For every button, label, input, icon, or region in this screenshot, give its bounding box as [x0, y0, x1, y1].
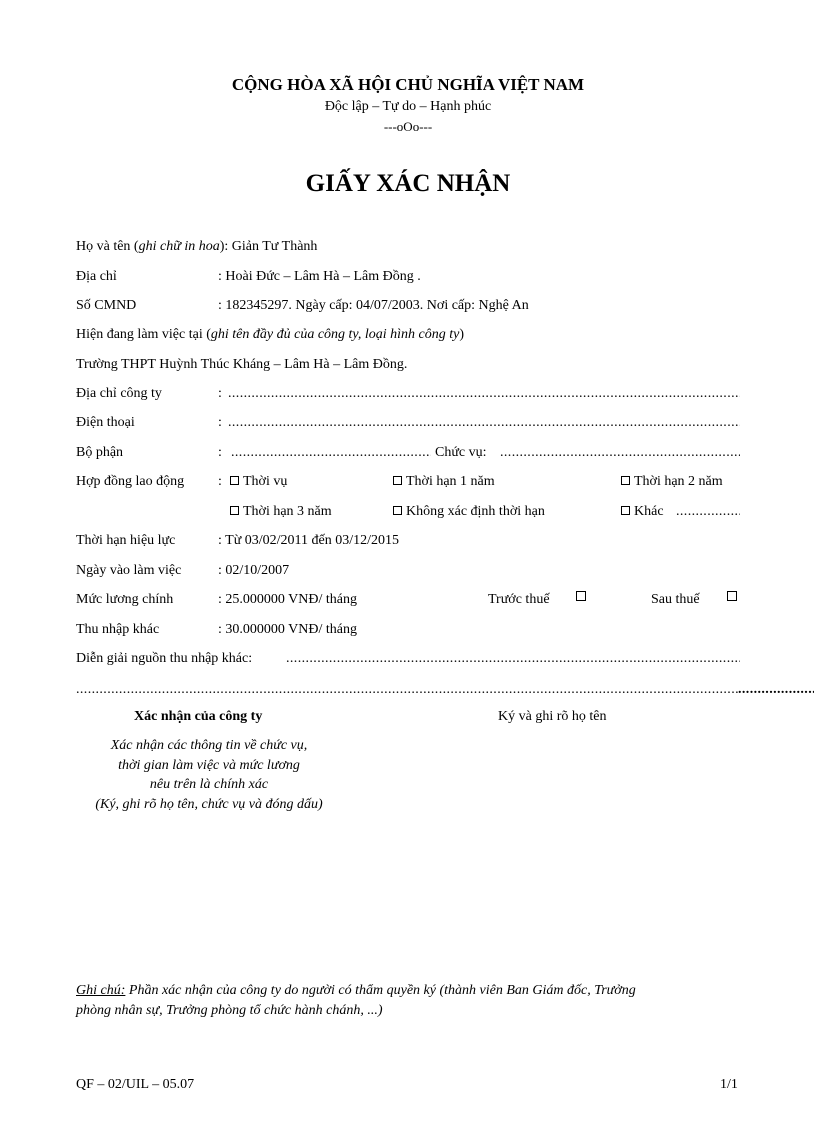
note-text-1: Phần xác nhận của công ty do người có thẩm quyền ký (thành viên Ban Giám đốc, Trưởng: [125, 983, 636, 998]
start-date-label: Ngày vào làm việc: [76, 563, 182, 578]
before-tax-checkbox-icon[interactable]: [576, 591, 586, 601]
checkbox-icon[interactable]: [230, 506, 239, 515]
workplace-label: Hiện đang làm việc tại (: [76, 327, 211, 342]
name-hint: ghi chữ in hoa: [138, 239, 220, 254]
before-tax-label: Trước thuế: [488, 592, 550, 607]
name-label-close: ):: [219, 239, 232, 254]
after-tax-label: Sau thuế: [651, 592, 700, 607]
note-label: Ghi chú:: [76, 983, 126, 998]
position-label: Chức vụ:: [435, 445, 487, 460]
after-tax-checkbox-icon[interactable]: [727, 591, 737, 601]
department-colon: :: [218, 445, 222, 460]
income-explanation-field[interactable]: [286, 650, 740, 668]
workplace-row: [76, 326, 464, 344]
contract-label: Hợp đồng lao động: [76, 474, 185, 489]
company-confirm-title: Xác nhận của công ty: [134, 709, 263, 724]
document-title: GIẤY XÁC NHẬN: [305, 170, 511, 197]
contract-option-label: Thời hạn 1 năm: [406, 474, 495, 489]
form-code: QF – 02/UIL – 05.07: [76, 1077, 195, 1092]
id-label: Số CMND: [76, 298, 137, 313]
address-value: : Hoài Đức – Lâm Hà – Lâm Đồng .: [218, 269, 421, 284]
start-date-value: : 02/10/2007: [218, 563, 290, 578]
checkbox-icon[interactable]: [230, 476, 239, 485]
contract-colon: :: [218, 474, 222, 489]
salary-label: Mức lương chính: [76, 592, 174, 607]
nation-heading: CỘNG HÒA XÃ HỘI CHỦ NGHĨA VIỆT NAM: [231, 75, 585, 94]
contract-option-one-year[interactable]: [393, 473, 495, 491]
contract-option-label: Thời hạn 3 năm: [243, 504, 332, 519]
dotted-edge-marker: [738, 681, 814, 699]
phone-field[interactable]: [228, 414, 740, 432]
contract-option-other[interactable]: [621, 503, 664, 521]
checkbox-icon[interactable]: [393, 476, 402, 485]
id-value: : 182345297. Ngày cấp: 04/07/2003. Nơi cấp: Nghệ An: [218, 298, 529, 313]
company-address-field[interactable]: [228, 385, 740, 403]
department-field[interactable]: [231, 444, 431, 462]
page-number: 1/1: [720, 1077, 738, 1092]
contract-option-label: Thời hạn 2 năm: [634, 474, 723, 489]
validity-label: Thời hạn hiệu lực: [76, 533, 176, 548]
workplace-label-close: ): [459, 327, 465, 342]
header-separator: ---oOo---: [383, 119, 433, 134]
phone-colon: :: [218, 415, 222, 430]
workplace-value: Trường THPT Huỳnh Thúc Kháng – Lâm Hà – Lâm Đồng.: [76, 357, 408, 372]
note-line-1: [76, 982, 636, 1000]
company-note-line-1: Xác nhận các thông tin về chức vụ,: [110, 738, 308, 753]
income-explanation-label: Diễn giải nguồn thu nhập khác:: [76, 651, 253, 666]
contract-option-indefinite[interactable]: [393, 503, 545, 521]
position-field[interactable]: [500, 444, 740, 462]
contract-option-seasonal[interactable]: [230, 473, 287, 491]
company-note-line-4: (Ký, ghi rõ họ tên, chức vụ và đóng dấu): [95, 797, 323, 812]
other-income-label: Thu nhập khác: [76, 622, 160, 637]
income-explanation-field-2[interactable]: [76, 681, 738, 699]
company-note-line-3: nêu trên là chính xác: [149, 777, 269, 792]
checkbox-icon[interactable]: [621, 476, 630, 485]
address-label: Địa chỉ: [76, 269, 117, 284]
contract-option-label: Không xác định thời hạn: [406, 504, 545, 519]
name-value: Giản Tư Thành: [231, 239, 318, 254]
company-note-line-2: thời gian làm việc và mức lương: [118, 758, 300, 773]
contract-option-label: Khác: [634, 504, 664, 519]
note-text-2: phòng nhân sự, Trưởng phòng tổ chức hành chánh, ...): [76, 1003, 383, 1018]
checkbox-icon[interactable]: [621, 506, 630, 515]
department-label: Bộ phận: [76, 445, 124, 460]
employee-sign-title: Ký và ghi rõ họ tên: [498, 709, 607, 724]
phone-label: Điện thoại: [76, 415, 135, 430]
contract-option-two-year[interactable]: [621, 473, 723, 491]
workplace-hint: ghi tên đầy đủ của công ty, loại hình công ty: [210, 327, 460, 342]
contract-other-field[interactable]: [676, 503, 740, 521]
other-income-value: : 30.000000 VNĐ/ tháng: [218, 622, 357, 637]
name-label: Họ và tên (: [76, 239, 139, 254]
company-address-label: Địa chỉ công ty: [76, 386, 162, 401]
contract-option-three-year[interactable]: [230, 503, 332, 521]
contract-option-label: Thời vụ: [243, 474, 288, 489]
motto: Độc lập – Tự do – Hạnh phúc: [324, 99, 492, 114]
checkbox-icon[interactable]: [393, 506, 402, 515]
validity-value: : Từ 03/02/2011 đến 03/12/2015: [218, 533, 400, 548]
name-row: [76, 238, 317, 256]
salary-value: : 25.000000 VNĐ/ tháng: [218, 592, 357, 607]
company-address-colon: :: [218, 386, 222, 401]
